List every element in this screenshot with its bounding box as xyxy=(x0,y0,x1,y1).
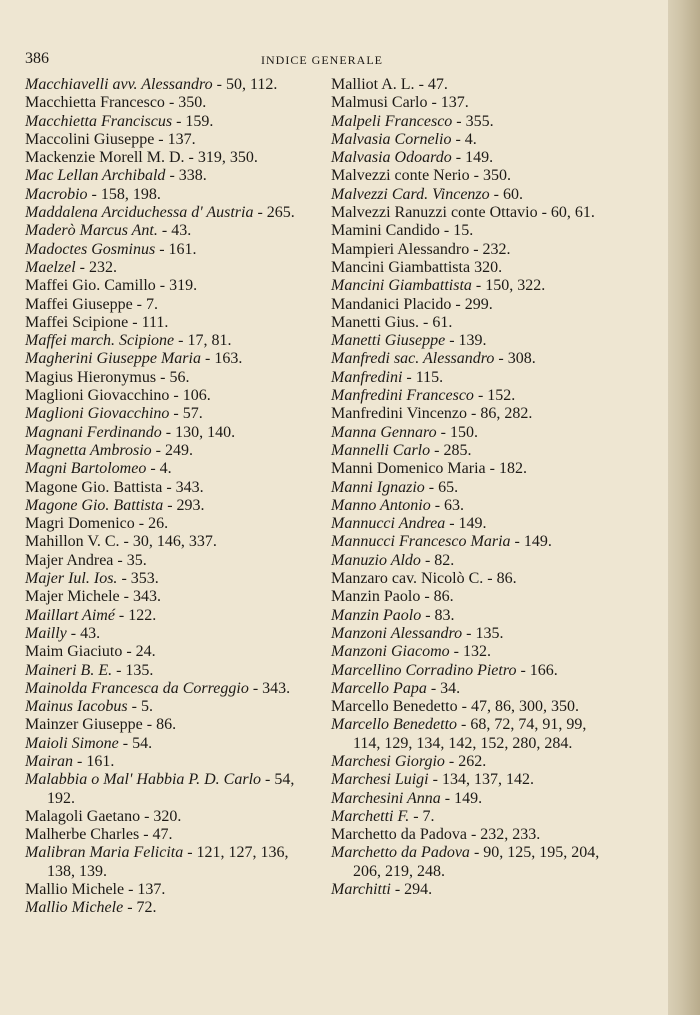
entry-name: Manfredi sac. Alessandro xyxy=(331,350,495,368)
entry-name: Mailly xyxy=(25,624,67,642)
index-entry xyxy=(331,790,603,808)
entry-page-refs: - 4. xyxy=(451,130,477,148)
index-column-left xyxy=(25,76,303,918)
index-entry xyxy=(331,533,603,551)
entry-name: Marcellino Corradino Pietro xyxy=(331,661,517,679)
entry-name: Macchiavelli avv. Alessandro xyxy=(25,76,213,93)
index-entry xyxy=(331,515,603,533)
entry-name: Malmusi Carlo xyxy=(331,94,428,112)
entry-page-refs: - 137. xyxy=(427,94,469,112)
entry-page-refs: - 15. xyxy=(439,222,474,240)
entry-name: Maccolini Giuseppe xyxy=(25,130,155,148)
index-entry xyxy=(25,186,303,204)
index-entry xyxy=(331,369,603,387)
entry-name: Mannucci Francesco Maria xyxy=(331,533,511,551)
entry-page-refs: - 122. xyxy=(114,606,157,624)
index-entry xyxy=(25,826,303,844)
entry-page-refs: - 161. xyxy=(73,752,115,770)
index-entry xyxy=(331,680,603,698)
entry-page-refs: - 86. xyxy=(420,588,454,606)
entry-name: Malvasia Cornelio xyxy=(331,130,452,148)
entry-page-refs: - 262. xyxy=(444,752,487,770)
entry-page-refs: - 152. xyxy=(473,387,516,405)
entry-page-refs: - 5. xyxy=(127,698,153,716)
index-entry xyxy=(331,424,603,442)
entry-page-refs: - 249. xyxy=(151,441,193,459)
index-entry xyxy=(25,515,303,533)
index-entry xyxy=(25,735,303,753)
index-entry xyxy=(331,771,603,789)
index-entry xyxy=(25,899,303,917)
entry-page-refs: - 121, 127, 136, 138, 139. xyxy=(47,844,289,880)
entry-name: Mainzer Giuseppe xyxy=(25,716,143,734)
entry-name: Malvezzi conte Nerio xyxy=(331,167,470,185)
entry-name: Manzoni Alessandro xyxy=(331,624,463,642)
page-number: 386 xyxy=(25,50,49,67)
entry-page-refs: - 4. xyxy=(146,460,172,478)
entry-name: Maim Giaciuto xyxy=(25,643,123,661)
entry-name: Mairan xyxy=(25,752,73,770)
index-entry xyxy=(331,753,603,771)
entry-page-refs: - 150, 322. xyxy=(471,277,546,295)
index-entry xyxy=(25,698,303,716)
entry-name: Manzin Paolo xyxy=(331,606,422,624)
index-entry xyxy=(331,625,603,643)
entry-page-refs: - 17, 81. xyxy=(174,332,232,350)
entry-name: Magri Domenico xyxy=(25,515,135,533)
index-entry xyxy=(331,241,603,259)
entry-name: Malpeli Francesco xyxy=(331,112,453,130)
index-entry xyxy=(25,643,303,661)
entry-page-refs: - 47. xyxy=(139,826,173,844)
entry-page-refs: - 158, 198. xyxy=(87,185,161,203)
index-entry xyxy=(331,662,603,680)
entry-page-refs: - 7. xyxy=(132,295,158,313)
entry-page-refs: - 34. xyxy=(426,679,461,697)
entry-page-refs: - 56. xyxy=(156,368,190,386)
entry-page-refs: - 293. xyxy=(163,496,205,514)
entry-page-refs: - 149. xyxy=(445,515,487,533)
entry-name: Maderò Marcus Ant. xyxy=(25,222,158,240)
entry-name: Macrobio xyxy=(25,185,88,203)
entry-page-refs: - 47. xyxy=(414,76,448,93)
entry-page-refs: - 343. xyxy=(162,478,204,496)
index-entry xyxy=(25,241,303,259)
entry-name: Mampieri Alessandro xyxy=(331,240,470,258)
index-entry xyxy=(25,222,303,240)
entry-page-refs: - 350. xyxy=(469,167,511,185)
entry-page-refs: - 134, 137, 142. xyxy=(428,771,534,789)
entry-page-refs: - 24. xyxy=(122,643,156,661)
entry-name: Mandanici Placido xyxy=(331,295,452,313)
index-entry xyxy=(331,167,603,185)
entry-name: Malvasia Odoardo xyxy=(331,149,452,167)
entry-page-refs: - 285. xyxy=(430,441,472,459)
entry-page-refs: - 82. xyxy=(420,551,455,569)
entry-name: Maffei march. Scipione xyxy=(25,332,175,350)
index-entry xyxy=(331,844,603,881)
index-entry xyxy=(25,131,303,149)
entry-page-refs: - 86. xyxy=(142,716,177,734)
entry-name: Maillart Aimé xyxy=(25,606,115,624)
entry-name: Majer Michele xyxy=(25,588,120,606)
entry-page-refs: - 60, 61. xyxy=(537,204,595,222)
entry-page-refs: - 60. xyxy=(489,185,523,203)
entry-page-refs: - 232, 233. xyxy=(466,826,541,844)
entry-name: Magnani Ferdinando xyxy=(25,423,162,441)
entry-name: Marchetti F. xyxy=(331,807,410,825)
index-entry xyxy=(25,460,303,478)
entry-name: Mamini Candido xyxy=(331,222,440,240)
page-edge-shadow xyxy=(668,0,700,1015)
index-entry xyxy=(331,350,603,368)
index-entry xyxy=(331,277,603,295)
index-entry xyxy=(25,497,303,515)
index-entry xyxy=(331,387,603,405)
entry-page-refs: - 137. xyxy=(154,130,196,148)
entry-name: Mainus Iacobus xyxy=(25,698,128,716)
running-title: INDICE GENERALE xyxy=(261,53,383,67)
index-entry xyxy=(25,387,303,405)
index-entry xyxy=(331,607,603,625)
entry-page-refs: - 63. xyxy=(430,496,465,514)
entry-name: Marchesini Anna xyxy=(331,789,441,807)
index-entry xyxy=(331,405,603,423)
entry-name: Macchietta Franciscus xyxy=(25,112,173,130)
entry-page-refs: - 139. xyxy=(445,332,487,350)
entry-name: Manzoni Giacomo xyxy=(331,643,450,661)
index-entry xyxy=(25,167,303,185)
entry-name: Maelzel xyxy=(25,258,76,276)
entry-page-refs: - 294. xyxy=(390,881,433,899)
index-entry xyxy=(331,698,603,716)
entry-page-refs: - 115. xyxy=(402,368,444,386)
entry-name: Manni Ignazio xyxy=(331,478,425,496)
entry-name: Madoctes Gosminus xyxy=(25,240,156,258)
index-entry xyxy=(25,881,303,899)
entry-name: Manzaro cav. Nicolò C. xyxy=(331,570,484,588)
entry-page-refs: - 161. xyxy=(155,240,197,258)
entry-name: Magius Hieronymus xyxy=(25,368,157,386)
index-entry xyxy=(331,460,603,478)
entry-name: Majer Iul. Ios. xyxy=(25,570,118,588)
index-entry xyxy=(331,479,603,497)
index-entry xyxy=(25,680,303,698)
index-entry xyxy=(25,149,303,167)
entry-page-refs: - 54. xyxy=(118,734,153,752)
entry-name: Malibran Maria Felicita xyxy=(25,844,184,862)
entry-page-refs: - 68, 72, 74, 91, 99, 114, 129, 134, 142, 152, 280, 284. xyxy=(353,716,587,752)
index-entry xyxy=(25,607,303,625)
entry-name: Marcello Papa xyxy=(331,679,427,697)
entry-page-refs: - 54, 192. xyxy=(47,771,295,807)
entry-page-refs: - 299. xyxy=(451,295,493,313)
entry-name: Maglioni Giovacchino xyxy=(25,405,170,423)
entry-name: Maglioni Giovacchino xyxy=(25,387,170,405)
entry-name: Manetti Giuseppe xyxy=(331,332,446,350)
index-entry xyxy=(25,113,303,131)
index-entry xyxy=(331,552,603,570)
entry-name: Marchetto da Padova xyxy=(331,844,470,862)
entry-page-refs: - 343. xyxy=(119,588,161,606)
entry-page-refs: - 132. xyxy=(449,643,491,661)
index-entry xyxy=(25,332,303,350)
entry-page-refs: - 149. xyxy=(440,789,483,807)
index-entry xyxy=(331,314,603,332)
entry-name: Magnetta Ambrosio xyxy=(25,441,152,459)
entry-name: Manfredini Francesco xyxy=(331,387,474,405)
entry-page-refs: - 130, 140. xyxy=(161,423,236,441)
entry-page-refs: - 343. xyxy=(248,679,291,697)
index-entry xyxy=(331,442,603,460)
entry-page-refs: - 159. xyxy=(172,112,214,130)
entry-page-refs: - 353. xyxy=(117,570,159,588)
entry-name: Marcello Benedetto xyxy=(331,698,458,716)
index-entry xyxy=(331,570,603,588)
index-entry xyxy=(331,296,603,314)
entry-page-refs: - 111. xyxy=(128,313,169,331)
index-entry xyxy=(25,369,303,387)
index-entry xyxy=(25,808,303,826)
index-entry xyxy=(25,552,303,570)
entry-name: Malvezzi Ranuzzi conte Ottavio xyxy=(331,204,538,222)
entry-page-refs: 320. xyxy=(470,258,503,276)
index-entry xyxy=(25,94,303,112)
entry-name: Magni Bartolomeo xyxy=(25,460,147,478)
entry-page-refs: - 106. xyxy=(169,387,211,405)
index-entry xyxy=(25,314,303,332)
entry-name: Manetti Gius. xyxy=(331,313,419,331)
entry-page-refs: - 232. xyxy=(75,258,117,276)
index-entry xyxy=(25,204,303,222)
entry-name: Maffei Gio. Camillo xyxy=(25,277,156,295)
index-entry xyxy=(25,625,303,643)
entry-page-refs: - 90, 125, 195, 204, 206, 219, 248. xyxy=(353,844,600,880)
entry-name: Mallio Michele xyxy=(25,881,125,899)
entry-page-refs: - 47, 86, 300, 350. xyxy=(457,698,579,716)
entry-page-refs: - 86, 282. xyxy=(467,405,533,423)
entry-name: Mannucci Andrea xyxy=(331,515,446,533)
entry-page-refs: - 57. xyxy=(169,405,203,423)
entry-page-refs: - 137. xyxy=(124,881,166,899)
index-entry xyxy=(331,222,603,240)
entry-page-refs: - 50, 112. xyxy=(212,76,278,93)
entry-name: Malherbe Charles xyxy=(25,826,140,844)
index-entry xyxy=(331,588,603,606)
index-entry xyxy=(331,881,603,899)
index-entry xyxy=(25,716,303,734)
index-entry xyxy=(25,662,303,680)
entry-name: Manfredini Vincenzo xyxy=(331,405,468,423)
entry-name: Malliot A. L. xyxy=(331,76,415,93)
entry-page-refs: - 43. xyxy=(157,222,192,240)
index-entry xyxy=(331,497,603,515)
entry-page-refs: - 135. xyxy=(112,661,154,679)
index-column-right xyxy=(331,76,603,899)
entry-name: Marchesi Giorgio xyxy=(331,752,445,770)
entry-name: Magone Gio. Battista xyxy=(25,496,164,514)
index-entry xyxy=(25,533,303,551)
entry-name: Marchetto da Padova xyxy=(331,826,467,844)
entry-page-refs: - 7. xyxy=(409,807,435,825)
entry-name: Maineri B. E. xyxy=(25,661,113,679)
entry-page-refs: - 355. xyxy=(452,112,494,130)
entry-page-refs: - 163. xyxy=(200,350,243,368)
entry-name: Mallio Michele xyxy=(25,899,124,917)
index-entry xyxy=(331,826,603,844)
index-entry xyxy=(331,332,603,350)
entry-page-refs: - 30, 146, 337. xyxy=(119,533,217,551)
index-entry xyxy=(331,94,603,112)
entry-name: Mainolda Francesca da Correggio xyxy=(25,679,249,697)
entry-name: Manni Domenico Maria xyxy=(331,460,486,478)
index-entry xyxy=(331,204,603,222)
index-entry xyxy=(25,442,303,460)
entry-name: Macchietta Francesco xyxy=(25,94,165,112)
entry-name: Mac Lellan Archibald xyxy=(25,167,166,185)
entry-page-refs: - 182. xyxy=(485,460,527,478)
index-entry xyxy=(331,808,603,826)
index-entry xyxy=(25,570,303,588)
entry-page-refs: - 61. xyxy=(419,313,453,331)
entry-page-refs: - 149. xyxy=(451,149,494,167)
index-entry xyxy=(25,844,303,881)
entry-name: Manna Gennaro xyxy=(331,423,437,441)
entry-page-refs: - 232. xyxy=(469,240,511,258)
index-entry xyxy=(331,259,603,277)
index-entry xyxy=(331,186,603,204)
entry-name: Magherini Giuseppe Maria xyxy=(25,350,201,368)
index-entry xyxy=(25,259,303,277)
entry-name: Mancini Giambattista xyxy=(331,277,472,295)
entry-name: Mancini Giambattista xyxy=(331,258,471,276)
entry-name: Maddalena Arciduchessa d' Austria xyxy=(25,204,254,222)
entry-name: Marcello Benedetto xyxy=(331,716,458,734)
index-entry xyxy=(25,350,303,368)
entry-page-refs: - 135. xyxy=(462,624,504,642)
entry-page-refs: - 86. xyxy=(483,570,517,588)
entry-page-refs: - 319, 350. xyxy=(184,149,258,167)
index-entry xyxy=(331,716,603,753)
entry-name: Marchesi Luigi xyxy=(331,771,429,789)
entry-page-refs: - 265. xyxy=(253,204,295,222)
index-entry xyxy=(25,405,303,423)
index-entry xyxy=(25,479,303,497)
entry-page-refs: - 149. xyxy=(510,533,552,551)
entry-name: Maffei Giuseppe xyxy=(25,295,133,313)
index-entry xyxy=(331,131,603,149)
index-entry xyxy=(25,296,303,314)
index-entry xyxy=(25,771,303,808)
entry-name: Mahillon V. C. xyxy=(25,533,120,551)
index-entry xyxy=(25,753,303,771)
entry-page-refs: - 350. xyxy=(164,94,207,112)
index-entry xyxy=(331,113,603,131)
index-entry xyxy=(25,277,303,295)
entry-page-refs: - 308. xyxy=(494,350,536,368)
entry-name: Malagoli Gaetano xyxy=(25,807,141,825)
entry-page-refs: - 83. xyxy=(421,606,455,624)
entry-name: Majer Andrea xyxy=(25,551,114,569)
entry-page-refs: - 166. xyxy=(516,661,558,679)
entry-name: Malvezzi Card. Vincenzo xyxy=(331,185,490,203)
index-entry xyxy=(331,76,603,94)
entry-name: Magone Gio. Battista xyxy=(25,478,163,496)
index-entry xyxy=(25,588,303,606)
entry-page-refs: - 35. xyxy=(113,551,147,569)
index-entry xyxy=(25,76,303,94)
entry-name: Manfredini xyxy=(331,368,403,386)
page-header xyxy=(25,50,605,70)
entry-page-refs: - 320. xyxy=(140,807,182,825)
index-entry xyxy=(331,149,603,167)
entry-name: Manzin Paolo xyxy=(331,588,421,606)
entry-name: Mannelli Carlo xyxy=(331,441,431,459)
entry-name: Mackenzie Morell M. D. xyxy=(25,149,185,167)
index-entry xyxy=(25,424,303,442)
entry-name: Maffei Scipione xyxy=(25,313,129,331)
entry-name: Malabbia o Mal' Habbia P. D. Carlo xyxy=(25,771,262,789)
entry-page-refs: - 150. xyxy=(436,423,478,441)
entry-name: Marchitti xyxy=(331,881,391,899)
entry-name: Manuzio Aldo xyxy=(331,551,421,569)
entry-page-refs: - 338. xyxy=(165,167,207,185)
entry-page-refs: - 72. xyxy=(123,899,157,917)
entry-name: Manno Antonio xyxy=(331,496,431,514)
entry-page-refs: - 26. xyxy=(134,515,169,533)
index-entry xyxy=(331,643,603,661)
entry-page-refs: - 43. xyxy=(66,624,101,642)
entry-page-refs: - 319. xyxy=(155,277,198,295)
entry-name: Maioli Simone xyxy=(25,734,119,752)
entry-page-refs: - 65. xyxy=(424,478,459,496)
